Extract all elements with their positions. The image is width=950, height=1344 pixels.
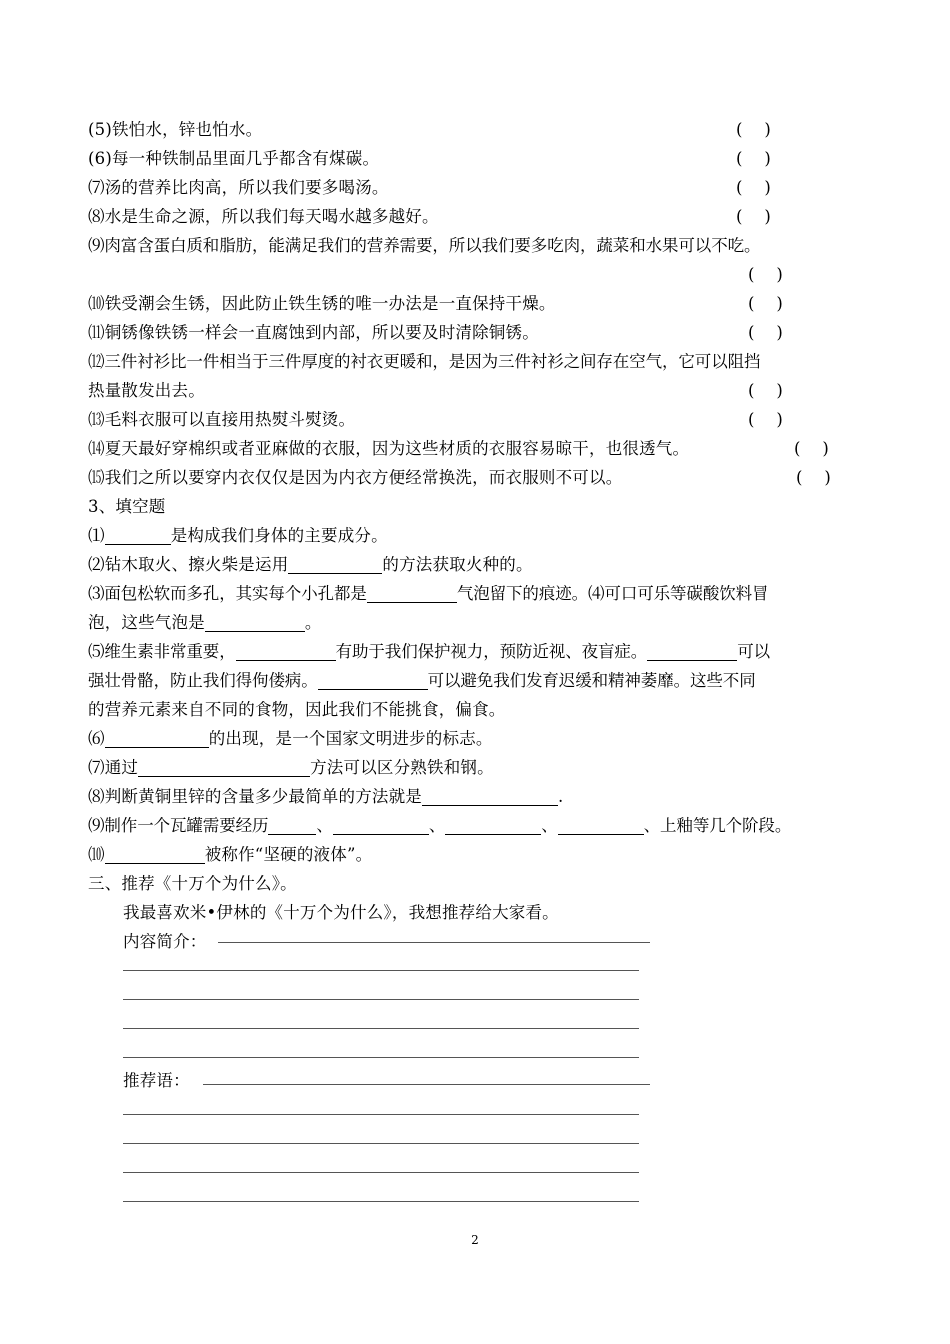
reason-label: 推荐语： (123, 1071, 190, 1090)
tf-item-text: (5)铁怕水，锌也怕水。 (88, 120, 263, 139)
fill-item-5: ⑸维生素非常重要， 有助于我们保护视力，预防近视、夜盲症。 可以 (88, 642, 771, 661)
tf-item-text: ⒁夏天最好穿棉织或者亚麻做的衣服，因为这些材质的衣服容易晾干，也很透气。 (88, 439, 690, 458)
fill-blank[interactable] (236, 640, 336, 661)
tf-item-text: ⒀毛料衣服可以直接用热熨斗熨烫。 (88, 410, 356, 429)
answer-paren[interactable]: ( ) (748, 294, 784, 313)
fill-item-5-cont: 强壮骨骼，防止我们得佝偻病。 可以避免我们发育迟缓和精神萎靡。这些不同 (88, 671, 756, 690)
fill-blank[interactable] (105, 843, 205, 864)
answer-paren[interactable]: ( ) (736, 178, 772, 197)
page-number: 2 (471, 1233, 479, 1247)
reason-line[interactable] (123, 1172, 639, 1173)
tf-item-text: ⒂我们之所以要穿内衣仅仅是因为内衣方便经常换洗，而衣服则不可以。 (88, 468, 623, 487)
fill-item-3: ⑶面包松软而多孔，其实每个小孔都是 气泡留下的痕迹。⑷可口可乐等碳酸饮料冒 (88, 584, 769, 603)
reason-line[interactable] (203, 1084, 650, 1085)
fill-item-7: ⑺通过 方法可以区分熟铁和钢。 (88, 758, 494, 777)
fill-blank[interactable] (288, 553, 382, 574)
tf-item-8 (88, 202, 868, 231)
fill-blank[interactable] (367, 582, 457, 603)
tf-item-12-cont (88, 376, 868, 405)
fill-blank[interactable] (558, 814, 644, 835)
fill-item-9: ⑼制作一个瓦罐需要经历 、 、 、 、上釉等几个阶段。 (88, 816, 792, 835)
summary-line[interactable] (123, 970, 639, 971)
fill-item-2: ⑵钻木取火、擦火柴是运用 的方法获取火种的。 (88, 555, 533, 574)
reason-line[interactable] (123, 1114, 639, 1115)
tf-item-14 (88, 434, 868, 463)
answer-paren[interactable]: ( ) (796, 468, 832, 487)
fill-heading: 3、填空题 (88, 497, 166, 516)
answer-paren[interactable]: ( ) (736, 149, 772, 168)
answer-paren[interactable]: ( ) (736, 120, 772, 139)
tf-item-text: ⑾铜锈像铁锈一样会一直腐蚀到内部，所以要及时清除铜锈。 (88, 323, 539, 342)
tf-item-text: ⑻水是生命之源，所以我们每天喝水越多越好。 (88, 207, 439, 226)
tf-item-text: 热量散发出去。 (88, 381, 205, 400)
summary-line[interactable] (123, 1028, 639, 1029)
tf-item-9-answer (88, 260, 868, 289)
tf-item-11 (88, 318, 868, 347)
fill-item-4: 泡，这些气泡是 。 (88, 613, 322, 632)
summary-line[interactable] (218, 942, 650, 943)
fill-blank[interactable] (205, 611, 305, 632)
summary-line[interactable] (123, 999, 639, 1000)
answer-paren[interactable]: ( ) (748, 265, 784, 284)
fill-item-10: ⑽ 被称作“坚硬的液体”。 (88, 845, 373, 864)
answer-paren[interactable]: ( ) (748, 410, 784, 429)
tf-item-text: ⑿三件衬衫比一件相当于三件厚度的衬衣更暖和，是因为三件衬衫之间存在空气，它可以阻挡 (88, 352, 761, 371)
tf-item-10 (88, 289, 868, 318)
tf-item-5 (88, 115, 868, 144)
fill-blank[interactable] (138, 756, 310, 777)
recommend-heading: 三、推荐《十万个为什么》。 (88, 874, 297, 893)
reason-line[interactable] (123, 1201, 639, 1202)
tf-item-12 (88, 347, 868, 376)
tf-item-13 (88, 405, 868, 434)
answer-paren[interactable]: ( ) (748, 381, 784, 400)
fill-item-8: ⑻判断黄铜里锌的含量多少最简单的方法就是 . (88, 787, 564, 806)
tf-item-text: (6)每一种铁制品里面几乎都含有煤碳。 (88, 149, 380, 168)
tf-item-15 (88, 463, 868, 492)
answer-paren[interactable]: ( ) (748, 323, 784, 342)
recommend-intro: 我最喜欢米•伊林的《十万个为什么》，我想推荐给大家看。 (123, 903, 559, 922)
fill-blank[interactable] (647, 640, 737, 661)
fill-blank[interactable] (318, 669, 428, 690)
summary-label: 内容简介： (123, 932, 207, 951)
tf-item-9 (88, 231, 868, 260)
tf-item-7 (88, 173, 868, 202)
fill-blank[interactable] (422, 785, 558, 806)
fill-item-1: ⑴ 是构成我们身体的主要成分。 (88, 526, 388, 545)
fill-item-6: ⑹ 的出现，是一个国家文明进步的标志。 (88, 729, 493, 748)
answer-paren[interactable]: ( ) (736, 207, 772, 226)
fill-item-5-end: 的营养元素来自不同的食物，因此我们不能挑食，偏食。 (88, 700, 506, 719)
fill-blank[interactable] (333, 814, 429, 835)
fill-blank[interactable] (268, 814, 316, 835)
tf-item-text: ⑽铁受潮会生锈，因此防止铁生锈的唯一办法是一直保持干燥。 (88, 294, 556, 313)
reason-line[interactable] (123, 1143, 639, 1144)
fill-blank[interactable] (105, 727, 209, 748)
summary-line[interactable] (123, 1057, 639, 1058)
fill-blank[interactable] (105, 524, 171, 545)
tf-item-text: ⑼肉富含蛋白质和脂肪，能满足我们的营养需要，所以我们要多吃肉，蔬菜和水果可以不吃。 (88, 236, 761, 255)
tf-item-text: ⑺汤的营养比肉高，所以我们要多喝汤。 (88, 178, 389, 197)
tf-item-6 (88, 144, 868, 173)
fill-blank[interactable] (445, 814, 541, 835)
answer-paren[interactable]: ( ) (794, 439, 830, 458)
